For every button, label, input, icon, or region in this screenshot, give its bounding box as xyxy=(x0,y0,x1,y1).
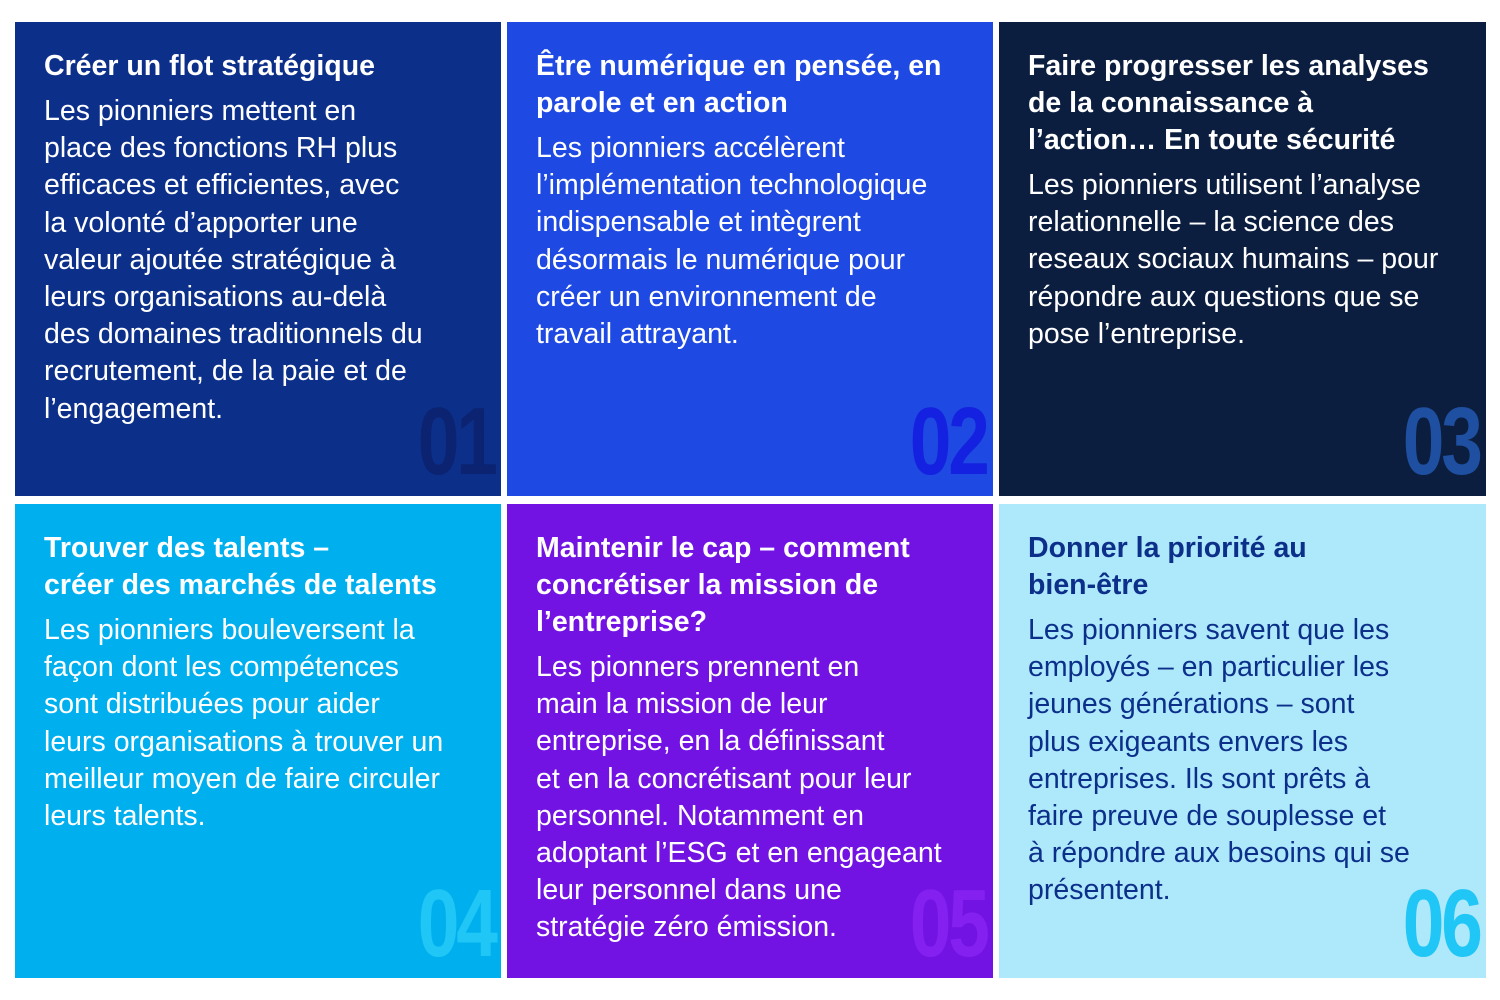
tile-number: 01 xyxy=(417,388,495,495)
tile-body: Les pionners prennent en main la mission de leur entreprise, en la définissant et en la concrétisant pour leur personnel. Notamment en adoptant l’ESG et en engageant leur personnel dans une stratégie zéro émission. xyxy=(536,651,942,944)
tile-title: Donner la priorité au bien-être xyxy=(1028,532,1307,601)
pillars-grid xyxy=(15,22,1486,978)
tile-02 xyxy=(507,22,993,496)
tile-number: 04 xyxy=(417,870,495,977)
tile-title: Créer un flot stratégique xyxy=(44,50,375,82)
tile-title: Faire progresser les analyses de la connaissance à l’action… En toute sécurité xyxy=(1028,50,1429,156)
tile-body: Les pionniers mettent en place des fonctions RH plus efficaces et efficientes, avec la volonté d’apporter une valeur ajoutée stratégique à leurs organisations au-delà des domaines traditionnels du recrutement, de la paie et de l’engagement. xyxy=(44,95,423,425)
tile-body: Les pionniers bouleversent la façon dont les compétences sont distribuées pour aider leurs organisations à trouver un meilleur moyen de faire circuler leurs talents. xyxy=(44,614,444,833)
tile-title: Être numérique en pensée, en parole et en action xyxy=(536,50,942,119)
tile-04 xyxy=(15,504,501,978)
tile-03 xyxy=(999,22,1486,496)
tile-title: Maintenir le cap – comment concrétiser la mission de l’entreprise? xyxy=(536,532,910,638)
tile-body: Les pionniers utilisent l’analyse relationnelle – la science des reseaux sociaux humains – pour répondre aux questions que se pose l’entreprise. xyxy=(1028,169,1439,350)
tile-number: 03 xyxy=(1402,388,1480,495)
tile-body: Les pionniers savent que les employés – en particulier les jeunes générations – sont plus exigeants envers les entreprises. Ils sont prêts à faire preuve de souplesse et à répondre aux besoins qui se présentent. xyxy=(1028,614,1410,907)
tile-body: Les pionniers accélèrent l’implémentation technologique indispensable et intègrent désormais le numérique pour créer un environnement de travail attrayant. xyxy=(536,132,928,351)
tile-number: 05 xyxy=(909,870,987,977)
tile-05 xyxy=(507,504,993,978)
tile-number: 06 xyxy=(1402,870,1480,977)
tile-title: Trouver des talents – créer des marchés de talents xyxy=(44,532,437,601)
tile-01 xyxy=(15,22,501,496)
tile-number: 02 xyxy=(909,388,987,495)
tile-06 xyxy=(999,504,1486,978)
